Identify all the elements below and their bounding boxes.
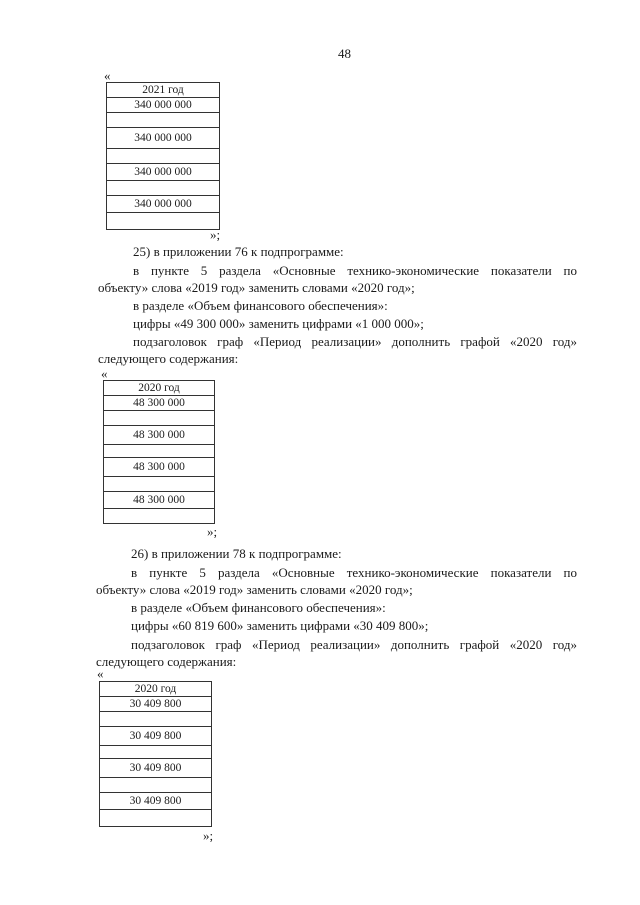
table-cell — [100, 778, 212, 793]
table-cell: 48 300 000 — [104, 426, 215, 445]
section-26-line: объекту» слова «2019 год» заменить словами «2020 год»; — [96, 582, 413, 597]
section-26-line: следующего содержания: — [96, 654, 237, 669]
table-cell: 48 300 000 — [104, 492, 215, 509]
section-26-line: в разделе «Объем финансового обеспечения»: — [131, 600, 386, 615]
table-header: 2020 год — [104, 381, 215, 396]
table-cell — [107, 213, 220, 230]
section-26-heading: 26) в приложении 78 к подпрограмме: — [131, 546, 342, 561]
table-2020-b — [99, 681, 212, 827]
table-cell: 30 409 800 — [100, 793, 212, 810]
section-25-line: цифры «49 300 000» заменить цифрами «1 000 000»; — [133, 316, 424, 331]
section-25-line: следующего содержания: — [98, 351, 239, 366]
table-cell — [100, 810, 212, 827]
open-quote: « — [104, 68, 111, 83]
table-2021 — [106, 82, 220, 230]
table-cell: 48 300 000 — [104, 396, 215, 411]
section-26-line: подзаголовок граф «Период реализации» дополнить графой «2020 год» — [131, 637, 577, 652]
table-cell — [100, 712, 212, 727]
section-25-line: объекту» слова «2019 год» заменить словами «2020 год»; — [98, 280, 415, 295]
table-cell: 48 300 000 — [104, 458, 215, 477]
table-cell: 30 409 800 — [100, 697, 212, 712]
page-number: 48 — [338, 46, 351, 61]
close-quote: »; — [203, 828, 214, 843]
close-quote: »; — [207, 524, 218, 539]
table-cell — [100, 746, 212, 759]
section-25-heading: 25) в приложении 76 к подпрограмме: — [133, 244, 344, 259]
table-cell: 340 000 000 — [107, 196, 220, 213]
table-2020-a — [103, 380, 215, 524]
table-cell — [104, 477, 215, 492]
table-cell — [107, 181, 220, 196]
table-cell: 30 409 800 — [100, 727, 212, 746]
table-cell: 340 000 000 — [107, 164, 220, 181]
table-header: 2021 год — [107, 83, 220, 98]
table-cell: 340 000 000 — [107, 128, 220, 149]
section-26-line: в пункте 5 раздела «Основные технико-экономические показатели по — [131, 565, 577, 580]
table-cell: 340 000 000 — [107, 98, 220, 113]
section-25-line: подзаголовок граф «Период реализации» дополнить графой «2020 год» — [133, 334, 577, 349]
table-cell — [107, 149, 220, 164]
table-cell: 30 409 800 — [100, 759, 212, 778]
section-25-line: в пункте 5 раздела «Основные технико-экономические показатели по — [133, 263, 577, 278]
table-header: 2020 год — [100, 682, 212, 697]
table-cell — [104, 509, 215, 524]
close-quote: »; — [210, 227, 221, 242]
section-26-line: цифры «60 819 600» заменить цифрами «30 409 800»; — [131, 618, 429, 633]
table-cell — [104, 445, 215, 458]
section-25-line: в разделе «Объем финансового обеспечения»: — [133, 298, 388, 313]
table-cell — [107, 113, 220, 128]
open-quote: « — [101, 366, 108, 381]
table-cell — [104, 411, 215, 426]
open-quote: « — [97, 666, 104, 681]
